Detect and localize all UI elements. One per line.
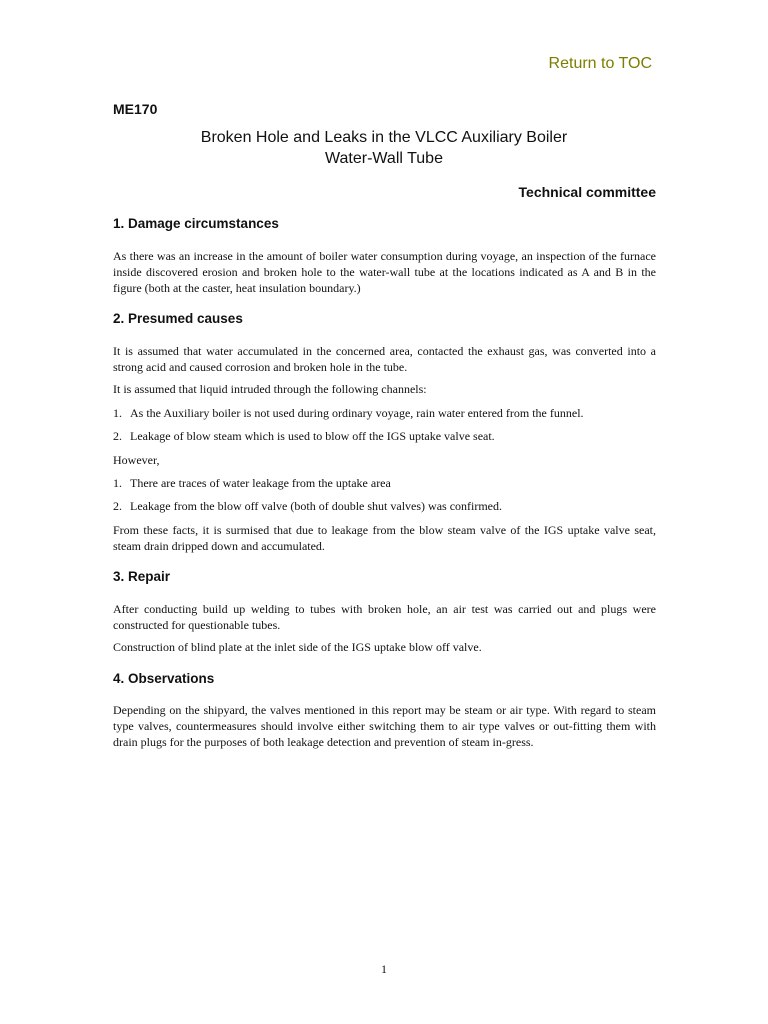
list-text: Leakage of blow steam which is used to blow off the IGS uptake valve seat. xyxy=(130,429,495,443)
channel-item xyxy=(113,405,656,421)
observations-paragraph: Depending on the shipyard, the valves mentioned in this report may be steam or air type. With regard to steam type valves, countermeasures should involve either switching them to air type valves or out-fitting them with drain plugs for the purposes of both leakage detection and prevention of steam in-gress. xyxy=(113,703,656,749)
list-text: Leakage from the blow off valve (both of double shut valves) was confirmed. xyxy=(130,499,502,513)
section-heading-observations: 4. Observations xyxy=(113,671,215,686)
return-to-toc-link[interactable]: Return to TOC xyxy=(548,55,652,72)
causes-paragraph-3: However, xyxy=(113,453,160,467)
list-number: 1. xyxy=(113,476,122,490)
channel-item xyxy=(113,428,656,444)
causes-paragraph-1: It is assumed that water accumulated in the concerned area, contacted the exhaust gas, was converted into a strong acid and caused corrosion and broken hole in the tube. xyxy=(113,344,656,374)
list-number: 2. xyxy=(113,429,122,443)
list-text: There are traces of water leakage from the uptake area xyxy=(130,476,391,490)
title-line-1: Broken Hole and Leaks in the VLCC Auxiliary Boiler xyxy=(200,129,568,146)
causes-paragraph-2: It is assumed that liquid intruded through the following channels: xyxy=(113,382,427,396)
finding-item xyxy=(113,498,656,514)
section-heading-damage: 1. Damage circumstances xyxy=(113,216,279,231)
title-line-2: Water-Wall Tube xyxy=(325,150,443,167)
finding-item xyxy=(113,475,656,491)
damage-paragraph: As there was an increase in the amount of boiler water consumption during voyage, an inspection of the furnace inside discovered erosion and broken hole to the water-wall tube at the locations indicated as A and B in the figure (both at the caster, heat insulation boundary.) xyxy=(113,249,656,295)
repair-paragraph-1: After conducting build up welding to tubes with broken hole, an air test was carried out and plugs were constructed for questionable tubes. xyxy=(113,602,656,632)
document-title xyxy=(113,127,655,169)
list-text: As the Auxiliary boiler is not used during ordinary voyage, rain water entered from the funnel. xyxy=(130,406,584,420)
document-code: ME170 xyxy=(113,101,158,117)
causes-paragraph-4: From these facts, it is surmised that due to leakage from the blow steam valve of the IGS uptake valve seat, steam drain dripped down and accumulated. xyxy=(113,523,656,553)
list-number: 1. xyxy=(113,406,122,420)
author: Technical committee xyxy=(518,184,656,200)
repair-paragraph-2: Construction of blind plate at the inlet side of the IGS uptake blow off valve. xyxy=(113,640,482,654)
page-number: 1 xyxy=(381,962,387,976)
section-heading-causes: 2. Presumed causes xyxy=(113,311,243,326)
section-heading-repair: 3. Repair xyxy=(113,569,171,584)
list-number: 2. xyxy=(113,499,122,513)
